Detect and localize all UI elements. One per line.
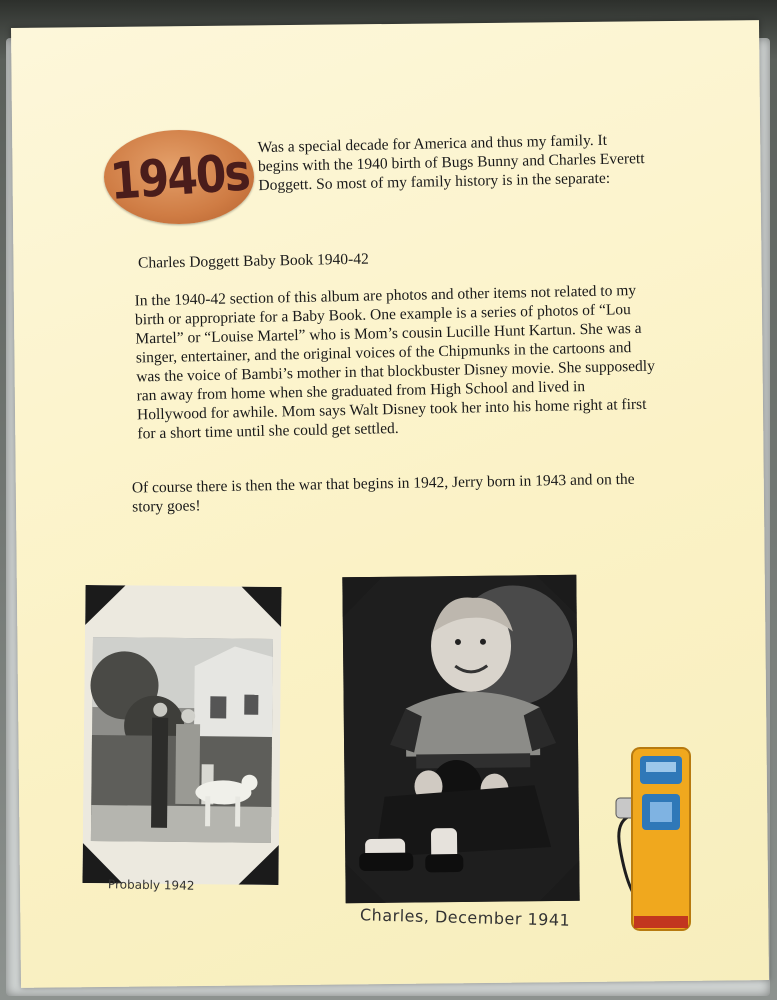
family-photo (82, 585, 281, 885)
decade-badge-label: 1940s (107, 142, 251, 212)
photo-corner (539, 861, 579, 901)
photo-corner (536, 575, 576, 615)
photo-corner (345, 863, 385, 903)
decade-badge (104, 130, 254, 224)
body-paragraph-2: Of course there is then the war that begins in 1942, Jerry born in 1943 and on the story goes! (131, 470, 635, 516)
photo-corner (342, 577, 382, 617)
intro-text: Was a special decade for America and thus my family. It begins with the 1940 birth of Bugs Bunny and Charles Everett Doggett. So most of my family history is in the separate: (257, 131, 645, 195)
toddler-photo (342, 575, 579, 903)
gas-pump-icon (612, 744, 708, 934)
photo-corner (85, 585, 125, 625)
photo-caption-1: Probably 1942 (107, 877, 195, 893)
baby-book-title: Charles Doggett Baby Book 1940-42 (137, 250, 369, 272)
body-paragraph-1: In the 1940-42 section of this album are photos and other items not related to my birth or appropriate for a Baby Book. One example is a series of photos of “Lou Martel” or “Louise Martel” who is Mom’s cousin Lucille Hunt Kartun. She was a singer, entertainer, and the original voices of the Chipmunks in the cartoons and was the voice of Bambi’s mother in that blockbuster Disney movie. She supposedly ran away from home when she graduated from High School and lived in Hollywood for awhile. Mom says Walt Disney took her into his home right at first for a short time until she could get settled. (134, 281, 656, 443)
photo-corner (238, 845, 278, 885)
family-photo-image (82, 585, 281, 885)
photo-caption-2: Charles, December 1941 (359, 905, 571, 930)
photo-corner (241, 587, 281, 627)
toddler-photo-image (342, 575, 579, 903)
